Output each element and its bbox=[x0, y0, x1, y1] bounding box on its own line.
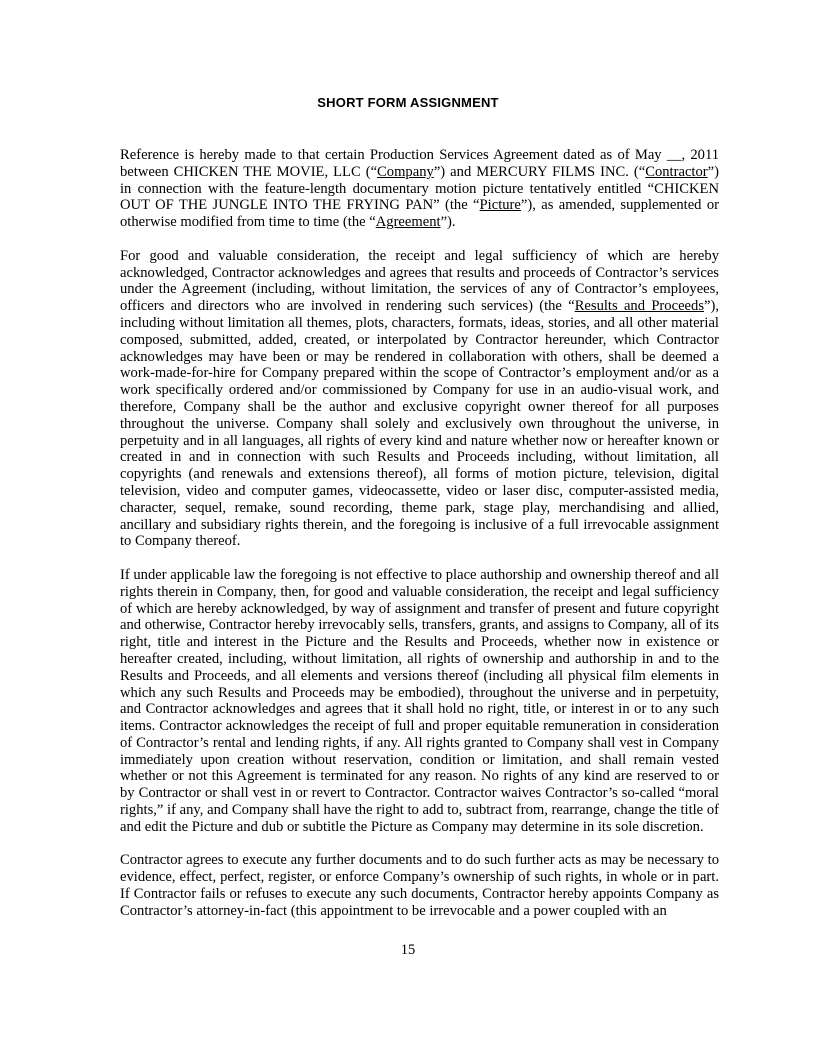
paragraph-further-documents: Contractor agrees to execute any further documents and to do such further acts as may be necessary to evidence, effect, perfect, register, or enforce Company’s ownership of such rights, in whole or in part. If Contractor fails or refuses to execute any such documents, Contractor hereby appoints Company as Contractor’s attorney-in-fact (this appointment to be irrevocable and a power coupled with an bbox=[120, 852, 719, 919]
defined-term-agreement: Agreement bbox=[375, 214, 441, 231]
text-run: ”), including without limitation all themes, plots, characters, formats, ideas, stories, and all other material composed, submitted, added, created, or interpolated by Contractor hereunder, which Contractor acknowledges may have been or may be rendered in collaboration with others, shall be deemed a work-made-for-hire for Company prepared within the scope of Contractor’s employment and/or as a work specifically ordered and/or commissioned by Company for use in an audio-visual work, and therefore, Company shall be the author and exclusive copyright owner thereof for all purposes throughout the universe. Company shall solely and exclusively own throughout the universe, in perpetuity and in all languages, all rights of every kind and nature whether now or hereafter known or created in and in connection with such Results and Proceeds including, without limitation, all copyrights (and renewals and extensions thereof), all forms of motion picture, television, digital television, video and computer games, videocassette, video or laser disc, computer-assisted media, character, sequel, remake, sound recording, theme park, stage play, merchandising and allied, ancillary and subsidiary rights therein, and the foregoing is inclusive of a full irrevocable assignment to Company thereof. bbox=[120, 298, 719, 550]
text-run: ”) and MERCURY FILMS INC. (“ bbox=[433, 163, 646, 180]
text-run: ”). bbox=[440, 214, 456, 231]
text-run: Reference is hereby made to that certain Production Services Agreement dated as of May __, 2011 between CHICKEN THE MOVIE, LLC (“ bbox=[120, 147, 719, 180]
paragraph-assignment: If under applicable law the foregoing is not effective to place authorship and ownership thereof and all rights therein in Company, then, for good and valuable consideration, the receipt and legal sufficiency of which are hereby acknowledged, by way of assignment and transfer of present and future copyright and otherwise, Contractor hereby irrevocably sells, transfers, grants, and assigns to Company, all of its right, title and interest in the Picture and the Results and Proceeds, whether now in existence or hereafter created, including, without limitation, all rights of ownership and authorship in and to the Results and Proceeds, and all elements and versions thereof (including all physical film elements in which any such Results and Proceeds may be embodied), throughout the universe and in perpetuity, and Contractor acknowledges and agrees that it shall hold no right, title, or interest in or to any such items. Contractor acknowledges the receipt of full and proper equitable remuneration in consideration of Contractor’s rental and lending rights, if any. All rights granted to Company shall vest in Company immediately upon creation without reservation, condition or limitation, and shall remain vested whether or not this Agreement is terminated for any reason. No rights of any kind are reserved to or by Contractor or shall vest in or revert to Contractor. Contractor waives Contractor’s so-called “moral rights,” if any, and Company shall have the right to add to, subtract from, rearrange, change the title of and edit the Picture and dub or subtitle the Picture as Company may determine in its sole discretion. bbox=[120, 566, 719, 835]
text-run: ”), as amended, supplemented or otherwise modified from time to time (the “ bbox=[120, 197, 719, 231]
paragraph-reference bbox=[120, 147, 719, 231]
paragraph-consideration bbox=[120, 248, 719, 550]
text-run: ”) in connection with the feature-length documentary motion picture tentatively entitled “CHICKEN OUT OF THE JUNGLE INTO THE FRYING PAN” (the “ bbox=[120, 163, 719, 214]
page-title: SHORT FORM ASSIGNMENT bbox=[317, 95, 499, 110]
defined-term-contractor: Contractor bbox=[645, 163, 708, 180]
defined-term-company: Company bbox=[377, 163, 434, 180]
document-body bbox=[120, 147, 719, 936]
defined-term-picture: Picture bbox=[479, 197, 521, 214]
page-number: 15 bbox=[400, 942, 416, 958]
defined-term-results-and-proceeds: Results and Proceeds bbox=[574, 298, 704, 315]
text-run: For good and valuable consideration, the receipt and legal sufficiency of which are hereby acknowledged, Contractor acknowledges and agrees that results and proceeds of Contractor’s services under the Agreement (including, without limitation, the services of any of Contractor’s employees, officers and directors who are involved in rendering such services) (the “ bbox=[120, 247, 719, 315]
